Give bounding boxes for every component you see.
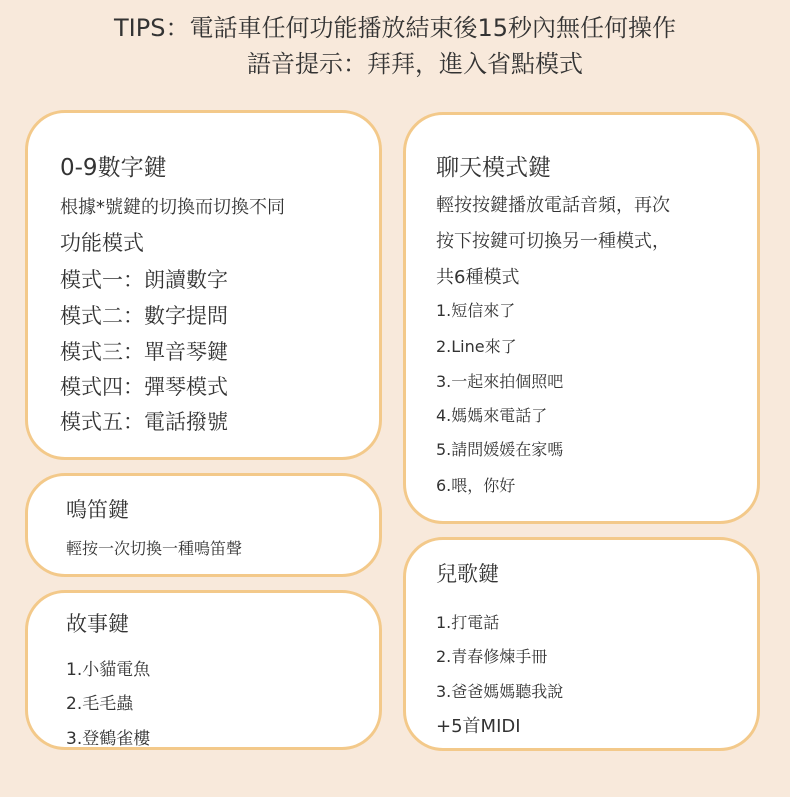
tips-line-1: TIPS：電話車任何功能播放結束後15秒內無任何操作 xyxy=(114,14,676,42)
chat-mode-key-title: 聊天模式鍵 xyxy=(436,155,551,181)
chat-mode-item: 1.短信來了 xyxy=(436,301,516,320)
whistle-key-title: 鳴笛鍵 xyxy=(66,498,129,522)
chat-mode-key-card xyxy=(403,112,760,524)
chat-mode-item: 4.媽媽來電話了 xyxy=(436,406,548,425)
chat-mode-item: 6.喂，你好 xyxy=(436,476,516,495)
digits-mode-item: 模式一：朗讀數字 xyxy=(60,268,228,292)
digits-key-title: 0-9數字鍵 xyxy=(60,155,167,181)
song-item: 2.青春修煉手冊 xyxy=(436,647,548,666)
story-item: 2.毛毛蟲 xyxy=(66,694,134,714)
song-item: 1.打電話 xyxy=(436,613,500,632)
chat-mode-desc-3: 共6種模式 xyxy=(436,267,520,288)
digits-mode-item: 模式二：數字提問 xyxy=(60,304,228,328)
story-key-card xyxy=(25,590,382,750)
whistle-key-card xyxy=(25,473,382,577)
tips-line-2: 語音提示：拜拜，進入省點模式 xyxy=(247,50,583,78)
chat-mode-item: 2.Line來了 xyxy=(436,337,517,356)
digits-key-desc-2: 功能模式 xyxy=(60,231,144,255)
chat-mode-desc-1: 輕按按鍵播放電話音頻，再次 xyxy=(436,195,670,216)
digits-key-card xyxy=(25,110,382,460)
digits-mode-item: 模式五：電話撥號 xyxy=(60,410,228,434)
chat-mode-desc-2: 按下按鍵可切換另一種模式， xyxy=(436,231,670,252)
digits-mode-item: 模式四：彈琴模式 xyxy=(60,375,228,399)
story-item: 3.登鶴雀樓 xyxy=(66,729,151,749)
digits-mode-item: 模式三：單音琴鍵 xyxy=(60,340,228,364)
chat-mode-item: 3.一起來拍個照吧 xyxy=(436,372,564,391)
song-key-card xyxy=(403,537,760,751)
chat-mode-item: 5.請問媛媛在家嗎 xyxy=(436,440,564,459)
song-key-title: 兒歌鍵 xyxy=(436,562,499,586)
song-item: 3.爸爸媽媽聽我說 xyxy=(436,682,564,701)
story-key-title: 故事鍵 xyxy=(66,612,129,636)
tips-banner xyxy=(0,10,790,82)
digits-key-desc-1: 根據*號鍵的切換而切換不同 xyxy=(60,197,285,218)
whistle-key-desc: 輕按一次切換一種鳴笛聲 xyxy=(66,539,243,558)
song-item: +5首MIDI xyxy=(436,716,521,737)
story-item: 1.小貓電魚 xyxy=(66,660,151,680)
